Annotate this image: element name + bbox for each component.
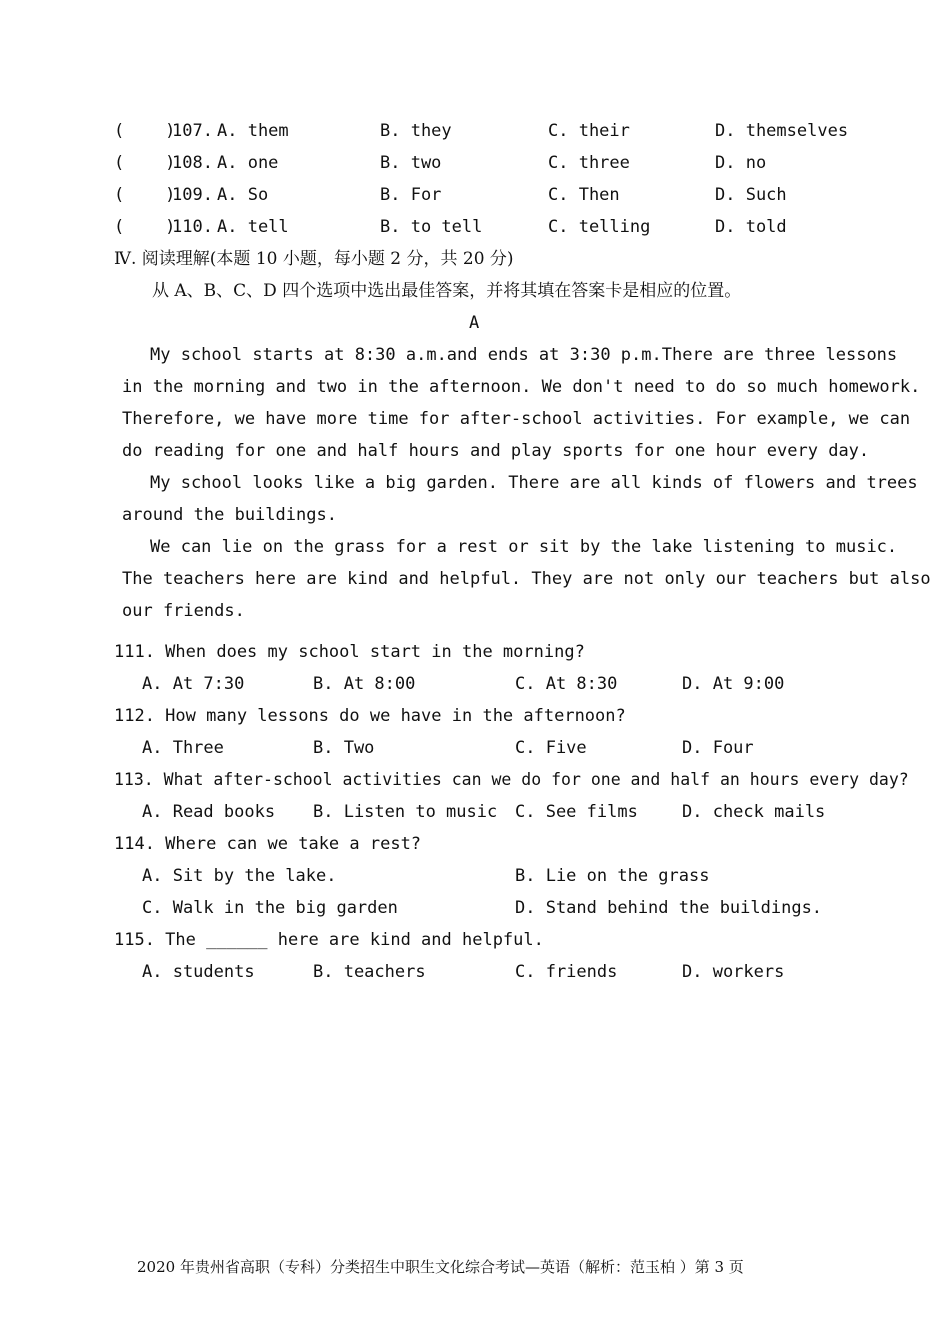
item-number: 108. — [172, 153, 213, 173]
answer-paren: ( ) — [114, 153, 176, 173]
answer-paren: ( ) — [114, 185, 176, 205]
option-a: A. Three — [142, 738, 224, 758]
option-b: B. two — [380, 153, 442, 173]
passage-line: in the morning and two in the afternoon. We don't need to do so much homework. — [122, 377, 921, 397]
section-instruction: 从 A、B、C、D 四个选项中选出最佳答案，并将其填在答案卡是相应的位置。 — [152, 281, 742, 301]
option-a: A. So — [217, 185, 269, 205]
question-stem: 112. How many lessons do we have in the afternoon? — [114, 706, 626, 726]
option-a: A. one — [217, 153, 279, 173]
option-a: A. Read books — [142, 802, 276, 822]
option-b: B. teachers — [313, 962, 426, 982]
page-footer: 2020 年贵州省高职（专科）分类招生中职生文化综合考试—英语（解析：范玉柏 ）第 3 页 — [137, 1258, 744, 1276]
item-number: 110. — [172, 217, 213, 237]
option-c: C. their — [548, 121, 630, 141]
option-c: C. Walk in the big garden — [142, 898, 398, 918]
option-d: D. At 9:00 — [682, 674, 785, 694]
option-d: D. check mails — [682, 802, 826, 822]
passage-line: My school starts at 8:30 a.m.and ends at 3:30 p.m.There are three lessons — [150, 345, 898, 365]
option-a: A. students — [142, 962, 255, 982]
option-c: C. At 8:30 — [515, 674, 618, 694]
option-d: D. Stand behind the buildings. — [515, 898, 823, 918]
option-a: A. Sit by the lake. — [142, 866, 337, 886]
option-d: D. no — [715, 153, 767, 173]
option-b: B. Two — [313, 738, 375, 758]
item-number: 109. — [172, 185, 213, 205]
question-stem: 114. Where can we take a rest? — [114, 834, 422, 854]
option-a: A. them — [217, 121, 289, 141]
option-d: D. Four — [682, 738, 754, 758]
option-c: C. Then — [548, 185, 620, 205]
option-b: B. At 8:00 — [313, 674, 416, 694]
answer-paren: ( ) — [114, 217, 176, 237]
option-c: C. See films — [515, 802, 638, 822]
option-d: D. Such — [715, 185, 787, 205]
answer-paren: ( ) — [114, 121, 176, 141]
passage-line: We can lie on the grass for a rest or sit by the lake listening to music. — [150, 537, 898, 557]
passage-line: Therefore, we have more time for after-school activities. For example, we can — [122, 409, 911, 429]
option-a: A. At 7:30 — [142, 674, 245, 694]
passage-label: A — [469, 313, 480, 333]
section-heading: Ⅳ. 阅读理解(本题 10 小题，每小题 2 分，共 20 分) — [114, 249, 514, 269]
option-c: C. Five — [515, 738, 587, 758]
question-stem: 113. What after-school activities can we do for one and half an hours every day? — [114, 770, 909, 789]
passage-line: around the buildings. — [122, 505, 337, 525]
option-b: B. Listen to music — [313, 802, 498, 822]
item-number: 107. — [172, 121, 213, 141]
option-c: C. friends — [515, 962, 618, 982]
option-c: C. telling — [548, 217, 651, 237]
option-b: B. they — [380, 121, 452, 141]
option-b: B. Lie on the grass — [515, 866, 710, 886]
passage-line: The teachers here are kind and helpful. They are not only our teachers but also — [122, 569, 931, 589]
option-d: D. workers — [682, 962, 785, 982]
option-c: C. three — [548, 153, 630, 173]
option-b: B. to tell — [380, 217, 483, 237]
passage-line: do reading for one and half hours and play sports for one hour every day. — [122, 441, 870, 461]
option-d: D. themselves — [715, 121, 849, 141]
question-stem: 115. The ______ here are kind and helpful. — [114, 930, 544, 950]
option-a: A. tell — [217, 217, 289, 237]
passage-line: My school looks like a big garden. There are all kinds of flowers and trees — [150, 473, 918, 493]
option-b: B. For — [380, 185, 442, 205]
question-stem: 111. When does my school start in the morning? — [114, 642, 585, 662]
option-d: D. told — [715, 217, 787, 237]
passage-line: our friends. — [122, 601, 245, 621]
